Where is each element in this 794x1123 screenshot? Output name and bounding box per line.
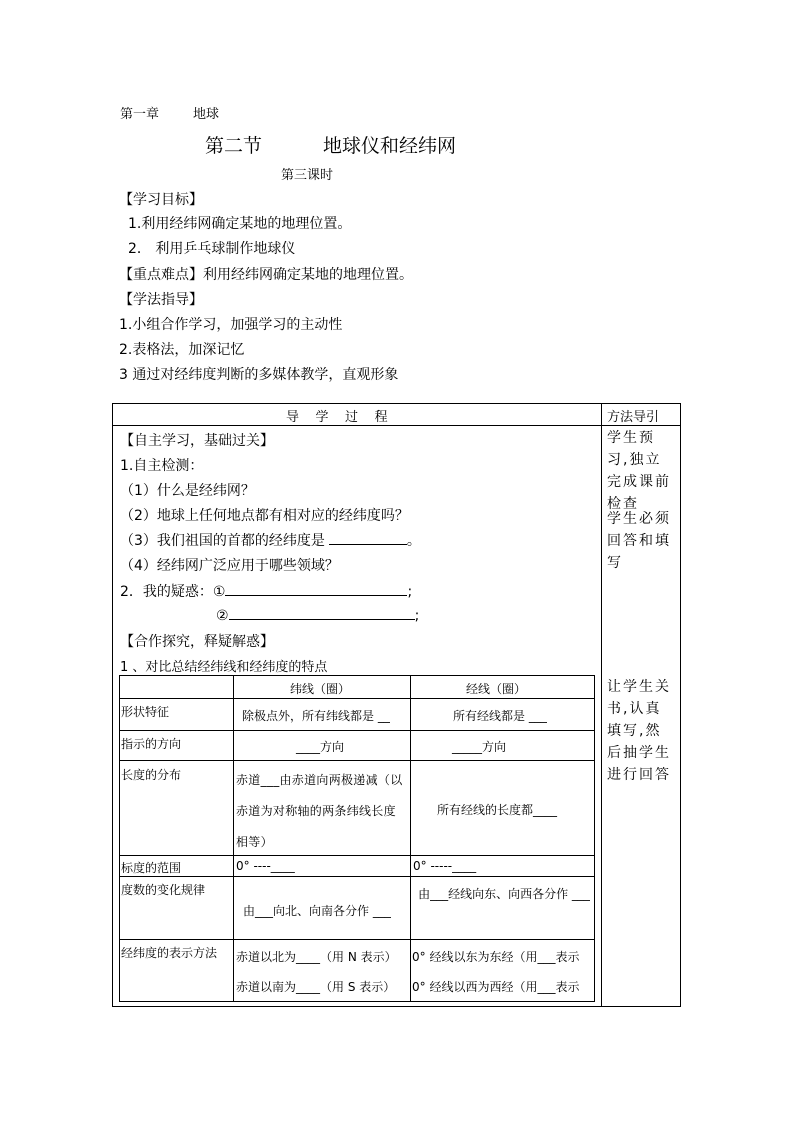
question-4: （4）经纬网广泛应用于哪些领域？ — [120, 558, 339, 574]
method-item-1: 1.小组合作学习，加强学习的主动性 — [119, 317, 343, 333]
cell-shape-weft: 除极点外，所有纬线都是 __ — [242, 709, 390, 723]
chapter-title: 地球 — [193, 107, 220, 122]
cell-degree-weft: 由___向北、向南各分作 ___ — [243, 904, 391, 918]
doubt-label: 2．我的疑惑：① — [120, 584, 226, 600]
row-label-degree: 度数的变化规律 — [121, 883, 206, 897]
doubt-blank-2[interactable] — [229, 606, 415, 620]
cell-range-meridian: 0° -----____ — [413, 859, 477, 873]
method-item-3: 3 通过对经纬度判断的多媒体教学，直观形象 — [119, 367, 399, 383]
cell-notation-weft-south: 赤道以南为____（用 S 表示） — [236, 980, 396, 994]
side-note-fill: 让学生关书,认真填写,然后抽学生进行回答 — [607, 679, 671, 783]
key-difficulty: 【重点难点】利用经纬网确定某地的地理位置。 — [119, 267, 413, 283]
cell-direction-meridian: _____方向 — [452, 740, 507, 754]
row-label-direction: 指示的方向 — [121, 737, 182, 751]
method-item-2: 2.表格法，加深记忆 — [119, 342, 245, 358]
doubt-blank-1[interactable] — [225, 582, 407, 596]
cooperation-heading: 【合作探究，释疑解惑】 — [120, 634, 274, 650]
row-label-shape: 形状特征 — [121, 705, 170, 719]
doubt-semicolon-1: ; — [407, 584, 413, 600]
doubt-2 — [216, 606, 419, 624]
compare-col-weft: 纬线（圈） — [290, 682, 351, 696]
cell-degree-meridian: 由___经线向东、向西各分作 ___ — [418, 887, 590, 901]
method-guide-header: 方法导引 — [607, 410, 660, 425]
cell-length-weft: 赤道___由赤道向两极递减（以赤道为对称轴的两条纬线长度相等） — [236, 773, 403, 849]
doubt-number-2: ② — [216, 608, 229, 624]
question-3 — [120, 530, 421, 550]
cell-shape-meridian: 所有经线都是 ___ — [453, 709, 547, 723]
side-note-preview: 学生预习,独立完成课前检查 — [607, 430, 671, 512]
question-2: （2）地球上任何地点都有相对应的经纬度吗？ — [120, 508, 409, 524]
row-label-length: 长度的分布 — [121, 768, 182, 782]
cell-range-weft: 0° ----____ — [236, 859, 295, 873]
compare-col-meridian: 经线（圈） — [466, 682, 527, 696]
self-study-heading: 【自主学习，基础过关】 — [120, 433, 274, 449]
question-3-text: （3）我们祖国的首都的经纬度是 — [120, 533, 325, 549]
side-note-answer: 学生必须回答和填写 — [607, 511, 671, 571]
process-header: 导 学 过 程 — [286, 410, 388, 425]
answer-blank[interactable] — [329, 531, 407, 545]
goal-item-1: 1.利用经纬网确定某地的地理位置。 — [128, 216, 352, 232]
question-1: （1）什么是经纬网？ — [120, 483, 255, 499]
row-label-range: 标度的范围 — [121, 861, 182, 875]
cell-direction-weft: ____方向 — [296, 740, 345, 754]
chapter-label: 第一章 — [120, 107, 160, 122]
cell-length-meridian: 所有经线的长度都____ — [437, 803, 558, 817]
goal-item-2: 2． 利用乒乓球制作地球仪 — [128, 241, 296, 257]
self-check-heading: 1.自主检测： — [120, 458, 204, 474]
cell-notation-weft-north: 赤道以北为____（用 N 表示） — [236, 950, 397, 964]
question-3-end: 。 — [406, 533, 421, 549]
doubt-1 — [120, 581, 412, 601]
section-title: 地球仪和经纬网 — [323, 135, 457, 157]
compare-heading: 1 、对比总结经纬线和经纬度的特点 — [120, 660, 328, 675]
doubt-semicolon-2: ; — [414, 608, 420, 624]
section-label: 第二节 — [205, 135, 263, 157]
cell-notation-meridian-east: 0° 经线以东为东经（用___表示 — [412, 950, 580, 964]
lesson-label: 第三课时 — [281, 168, 334, 183]
goals-heading: 【学习目标】 — [119, 192, 203, 208]
cell-notation-meridian-west: 0° 经线以西为西经（用___表示 — [412, 980, 580, 994]
row-label-notation: 经纬度的表示方法 — [121, 946, 218, 960]
method-heading: 【学法指导】 — [119, 292, 203, 308]
